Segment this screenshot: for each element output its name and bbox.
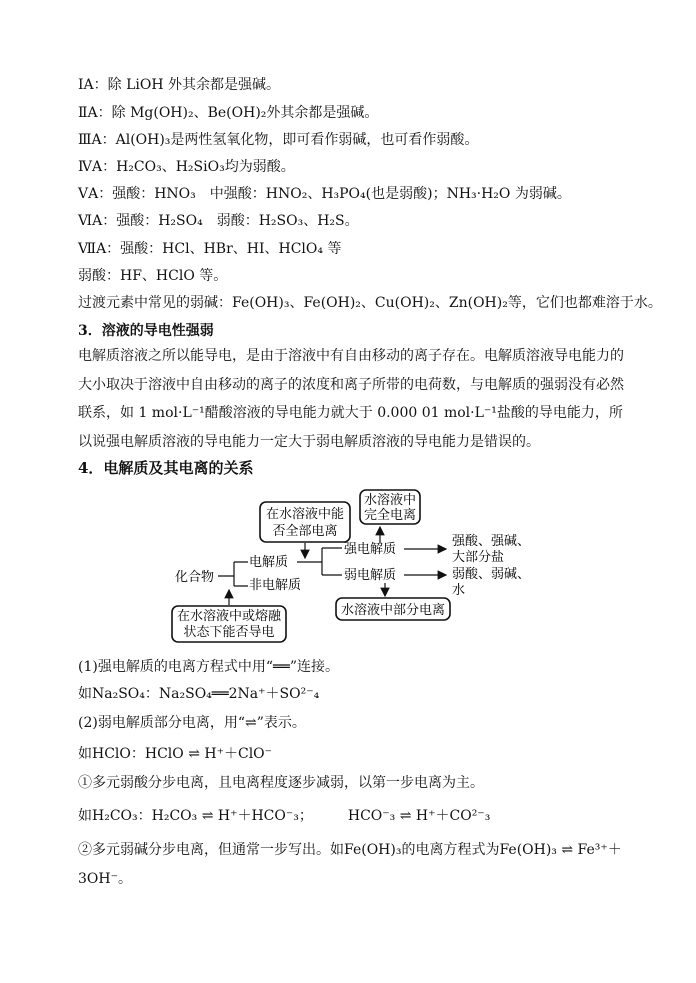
section-3-heading: 3．溶液的导电性强弱 [78,323,214,339]
polybase-rule-end: 3OH⁻。 [78,871,132,887]
transition-bases-line: 过渡元素中常见的弱碱：Fe(OH)₃、Fe(OH)₂、Cu(OH)₂、Zn(OH)₂等，它们也都难溶于水。 [78,295,662,311]
h2co3-example: 如H₂CO₃：H₂CO₃ ⇌ H⁺＋HCO⁻₃； HCO⁻₃ ⇌ H⁺＋CO²⁻₃ [78,808,491,824]
weak-equation-rule: (2)弱电解质部分电离，用“⇌”表示。 [78,715,306,731]
group-3a-line: ⅢA：Al(OH)₃是两性氢氧化物，即可看作弱碱，也可看作弱酸。 [78,132,479,148]
section-3-paragraph: 电解质溶液之所以能导电，是由于溶液中有自由移动的离子存在。电解质溶液导电能力的大小取决于溶液中自由移动的离子的浓度和离子所带的电荷数，与电解质的强弱没有必然联系，如 1 mol·L⁻¹醋酸溶液的导电能力就大于 0.000 01 mol·L⁻¹盐酸的导电能力，所以说强电解质溶液的导电能力一定大于弱电解质溶液的导电能力是错误的。 [78,348,624,450]
box-bottom-line2: 状态下能否导电 [183,625,275,640]
nonelectrolyte-label: 非电解质 [249,578,302,593]
group-7a-line: ⅦA：强酸：HCl、HBr、HI、HClO₄ 等 [78,241,342,257]
group-2a-line: ⅡA：除 Mg(OH)₂、Be(OH)₂外其余都是强碱。 [78,105,379,121]
strong-electrolyte-label: 强电解质 [344,542,397,557]
box-top-line1: 在水溶液中能 [265,507,345,522]
weak-examples-line2: 水 [452,583,466,598]
weak-examples-line1: 弱酸、弱碱、 [452,567,531,582]
electrolyte-label: 电解质 [249,555,289,570]
hclo-example: 如HClO：HClO ⇌ H⁺＋ClO⁻ [78,746,273,762]
strong-equation-rule: (1)强电解质的电离方程式中用“══”连接。 [78,659,340,675]
group-1a-line: ⅠA：除 LiOH 外其余都是强碱。 [78,77,281,93]
na2so4-example: 如Na₂SO₄：Na₂SO₄══2Na⁺＋SO²⁻₄ [78,686,320,702]
section-4-heading: 4．电解质及其电离的关系 [78,459,254,477]
strong-examples-line2: 大部分盐 [452,550,505,565]
box-bottom-line1: 在水溶液中或熔融 [176,609,282,624]
box-complete-line1: 水溶液中 [363,493,417,508]
box-partial-text: 水溶液中部分电离 [340,603,446,618]
box-top-line2: 否全部电离 [272,524,338,539]
polybase-rule: ②多元弱碱分步电离，但通常一步写出。如Fe(OH)₃的电离方程式为Fe(OH)₃ ⇌ Fe³⁺＋ [78,842,622,858]
box-complete-line2: 完全电离 [363,508,417,523]
compound-label: 化合物 [175,570,215,585]
weak-electrolyte-label: 弱电解质 [344,568,397,583]
weak-acid-line: 弱酸：HF、HClO 等。 [78,268,228,284]
strong-examples-line1: 强酸、强碱、 [452,534,531,549]
polyprotic-acid-rule: ①多元弱酸分步电离，且电离程度逐步减弱，以第一步电离为主。 [78,775,484,791]
group-5a-line: ⅤA：强酸：HNO₃ 中强酸：HNO₂、H₃PO₄(也是弱酸)；NH₃·H₂O 为弱碱。 [78,186,571,202]
group-4a-line: ⅣA：H₂CO₃、H₂SiO₃均为弱酸。 [78,159,295,175]
electrolyte-bracket [297,548,342,575]
group-6a-line: ⅥA：强酸：H₂SO₄ 弱酸：H₂SO₃、H₂S。 [78,213,359,229]
compound-bracket [218,562,248,586]
